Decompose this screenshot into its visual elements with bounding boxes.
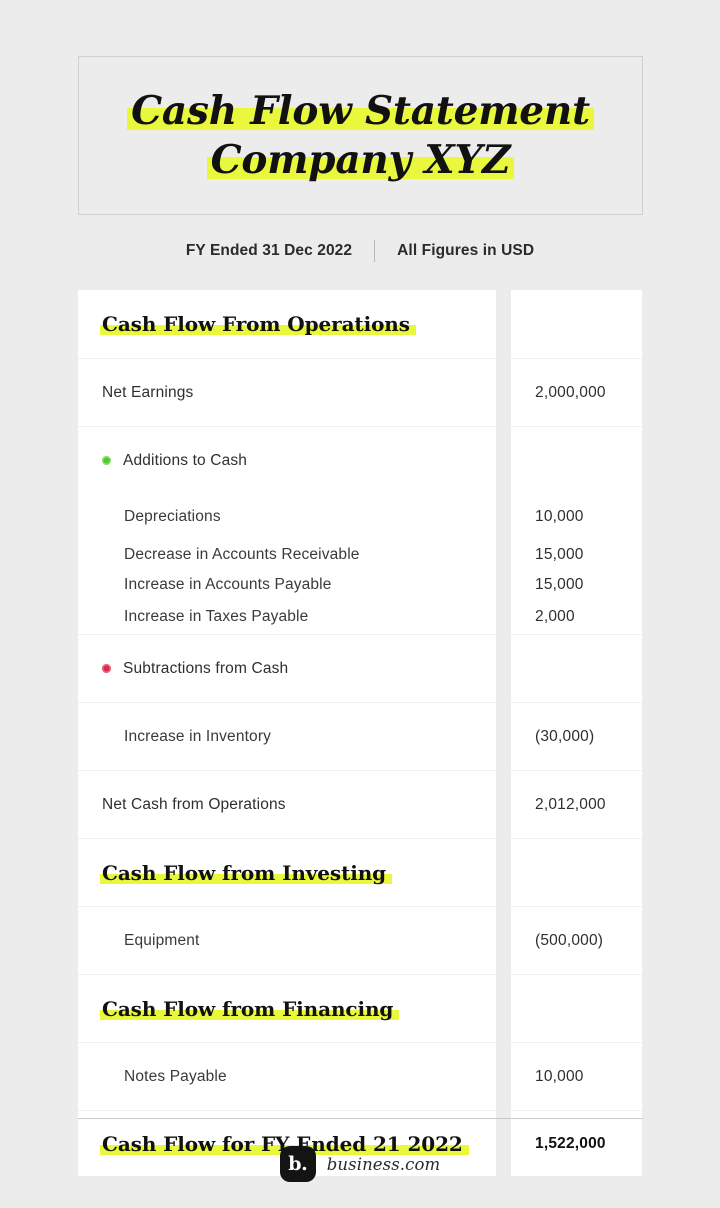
footer-divider — [78, 1118, 643, 1119]
row-label-cell — [78, 906, 496, 974]
row-label-text: Equipment — [124, 931, 200, 949]
table-row — [78, 634, 642, 702]
row-label-cell — [78, 540, 496, 570]
row-label-cell — [78, 702, 496, 770]
title-line-1 — [131, 88, 590, 134]
table-row — [78, 906, 642, 974]
row-value-cell — [511, 974, 642, 1042]
table-row — [78, 770, 642, 838]
table-row — [78, 600, 642, 634]
bullet-label-text: Subtractions from Cash — [123, 659, 289, 677]
section-header — [102, 997, 393, 1021]
row-label-cell — [78, 494, 496, 540]
additions-bullet-icon — [102, 456, 111, 465]
bullet-row-label — [102, 452, 247, 470]
table-row — [78, 540, 642, 570]
table-row — [78, 358, 642, 426]
row-label-text: Notes Payable — [124, 1067, 227, 1085]
meta-currency: All Figures in USD — [397, 242, 535, 259]
table-row — [78, 570, 642, 600]
row-label-cell — [78, 290, 496, 358]
total-row-title — [102, 1132, 463, 1156]
row-label-text: Net Earnings — [102, 383, 194, 401]
table-row — [78, 290, 642, 358]
row-label-cell — [78, 426, 496, 494]
row-value-cell: 1,522,000 — [511, 1110, 642, 1176]
row-value-cell — [511, 426, 642, 494]
row-value-cell: 15,000 — [511, 540, 642, 570]
row-label-cell — [78, 974, 496, 1042]
row-value-cell: (500,000) — [511, 906, 642, 974]
row-value-cell — [511, 634, 642, 702]
section-header — [102, 861, 386, 885]
row-label-cell — [78, 770, 496, 838]
row-label-text: Depreciations — [124, 508, 221, 525]
row-value-cell: 10,000 — [511, 1042, 642, 1110]
statement-meta — [0, 240, 720, 262]
section-header-text: Cash Flow From Operations — [102, 312, 410, 336]
section-header-text: Cash Flow from Financing — [102, 996, 394, 1021]
title-line-2 — [211, 137, 511, 183]
row-value-cell: 2,012,000 — [511, 770, 642, 838]
table-row — [78, 1042, 642, 1110]
table-row — [78, 838, 642, 906]
row-label-text: Decrease in Accounts Receivable — [124, 546, 360, 563]
subtractions-bullet-icon — [102, 664, 111, 673]
section-header-text: Cash Flow for FY Ended 21 2022 — [102, 1131, 463, 1156]
row-label-text: Net Cash from Operations — [102, 795, 286, 813]
row-label-cell — [78, 634, 496, 702]
row-value-cell: (30,000) — [511, 702, 642, 770]
row-label-cell — [78, 358, 496, 426]
bullet-label-text: Additions to Cash — [123, 451, 248, 469]
section-header — [102, 312, 410, 336]
row-value-cell — [511, 290, 642, 358]
section-header-text: Cash Flow from Investing — [102, 860, 387, 885]
table-row — [78, 974, 642, 1042]
meta-period: FY Ended 31 Dec 2022 — [185, 242, 353, 259]
title-line-1-text: Cash Flow Statement — [131, 87, 590, 134]
row-value-cell: 2,000,000 — [511, 358, 642, 426]
row-value-cell — [511, 838, 642, 906]
row-value-cell: 15,000 — [511, 570, 642, 600]
business-logo-text: business.com — [326, 1154, 441, 1174]
table-row — [78, 426, 642, 494]
bullet-row-label — [102, 660, 288, 678]
row-label-cell — [78, 1042, 496, 1110]
row-value-cell: 2,000 — [511, 600, 642, 634]
table-row — [78, 494, 642, 540]
row-label-text: Increase in Taxes Payable — [124, 608, 309, 625]
row-label-text: Increase in Inventory — [124, 727, 272, 745]
statement-table — [78, 290, 642, 1176]
table-row — [78, 702, 642, 770]
row-label-cell — [78, 838, 496, 906]
row-label-cell — [78, 570, 496, 600]
business-logo-icon: b. — [280, 1146, 316, 1182]
title-box — [78, 56, 643, 215]
row-label-text: Increase in Accounts Payable — [124, 576, 332, 593]
row-value-cell: 10,000 — [511, 494, 642, 540]
row-label-cell — [78, 600, 496, 634]
title-line-2-text: Company XYZ — [210, 137, 511, 183]
